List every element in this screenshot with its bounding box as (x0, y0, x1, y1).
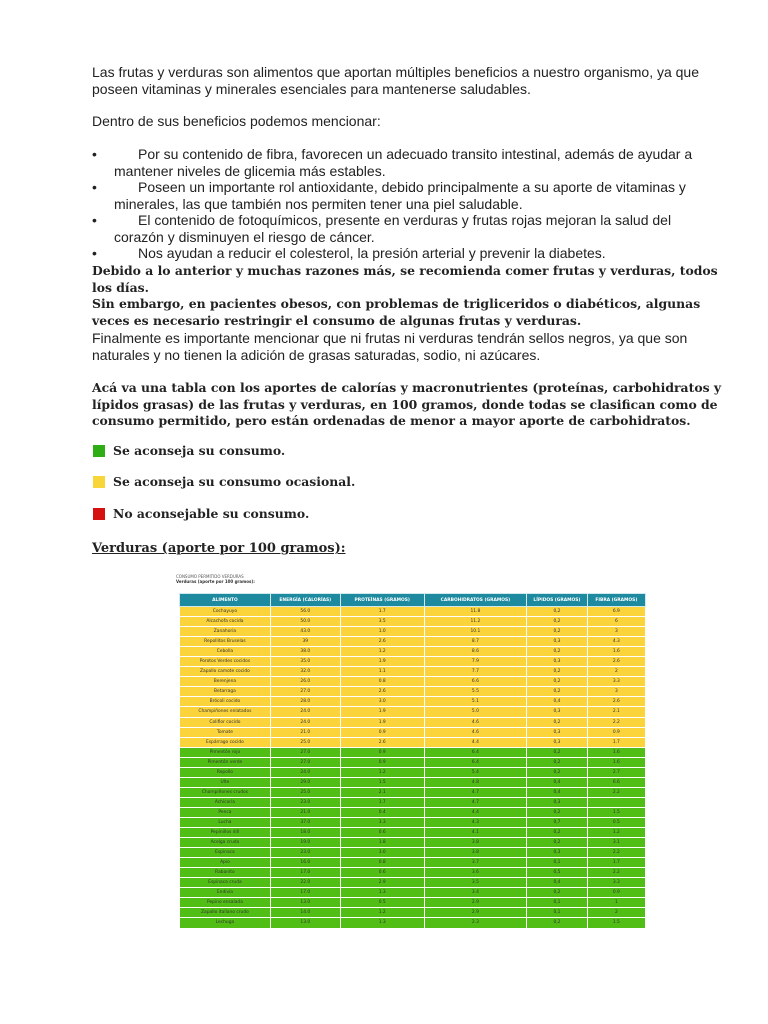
list-item: • El contenido de fotoquímicos, presente en verduras y frutas rojas mejoran la salud del corazón y disminuyen el riesgo de cáncer. (92, 212, 672, 245)
value-cell: 21.0 (270, 807, 340, 817)
table-row (180, 707, 646, 717)
value-cell: 1.9 (340, 717, 424, 727)
value-cell: 4.6 (424, 717, 527, 727)
food-name-cell: Pimentón verde (180, 757, 271, 767)
food-name-cell: Penca (180, 807, 271, 817)
value-cell: 0.5 (340, 898, 424, 908)
value-cell: 10.1 (424, 627, 527, 637)
value-cell: 0.5 (587, 817, 645, 827)
value-cell: 4.3 (587, 637, 645, 647)
value-cell: 39 (270, 637, 340, 647)
value-cell: 6.6 (424, 677, 527, 687)
value-cell: 27.0 (270, 687, 340, 697)
value-cell: 0,5 (527, 868, 588, 878)
table-row (180, 828, 646, 838)
table-row (180, 918, 646, 928)
value-cell: 5.4 (424, 767, 527, 777)
value-cell: 3.3 (340, 817, 424, 827)
value-cell: 0,4 (527, 777, 588, 787)
value-cell: 0,3 (527, 637, 588, 647)
value-cell: 5.1 (424, 697, 527, 707)
value-cell: 43.0 (270, 627, 340, 637)
bullet-icon: • (92, 212, 97, 228)
value-cell: 1.7 (340, 797, 424, 807)
value-cell: 0.9 (340, 747, 424, 757)
value-cell: 3.5 (340, 617, 424, 627)
value-cell: 4.6 (424, 727, 527, 737)
value-cell: 2.1 (340, 787, 424, 797)
table-row (180, 737, 646, 747)
value-cell: 4.4 (424, 737, 527, 747)
value-cell: 0,2 (527, 617, 588, 627)
legend-item-not-recommended (93, 506, 493, 521)
value-cell: 13.0 (270, 898, 340, 908)
table-row (180, 697, 646, 707)
column-header: FIBRA (GRAMOS) (587, 594, 645, 607)
value-cell: 2.6 (340, 637, 424, 647)
table-row (180, 747, 646, 757)
value-cell: 0,3 (527, 707, 588, 717)
value-cell: 0,2 (527, 687, 588, 697)
food-name-cell: Apio (180, 858, 271, 868)
value-cell: 17.0 (270, 888, 340, 898)
value-cell: 1.3 (340, 918, 424, 928)
table-row (180, 647, 646, 657)
value-cell: 4.4 (424, 807, 527, 817)
column-header: PROTEÍNAS (GRAMOS) (340, 594, 424, 607)
value-cell: 50.0 (270, 617, 340, 627)
value-cell: 4.1 (424, 828, 527, 838)
value-cell: 25.0 (270, 737, 340, 747)
value-cell: 0,4 (527, 878, 588, 888)
value-cell: 1.8 (340, 838, 424, 848)
table-row (180, 607, 646, 617)
value-cell: 1.2 (340, 647, 424, 657)
value-cell: 0,2 (527, 828, 588, 838)
value-cell: 3 (587, 687, 645, 697)
legend-label: Se aconseja su consumo ocasional. (113, 474, 356, 489)
value-cell: 1.1 (340, 667, 424, 677)
table-row (180, 878, 646, 888)
food-name-cell: Champiñones enlatados (180, 707, 271, 717)
value-cell: 0,2 (527, 747, 588, 757)
value-cell: 32.0 (270, 667, 340, 677)
food-name-cell: Cebolla (180, 647, 271, 657)
table-row (180, 888, 646, 898)
food-name-cell: Berenjena (180, 677, 271, 687)
food-name-cell: Champiñones crudos (180, 787, 271, 797)
value-cell: 1.2 (340, 908, 424, 918)
value-cell: 0.4 (340, 807, 424, 817)
food-name-cell: Espinaca (180, 848, 271, 858)
value-cell: 24.0 (270, 707, 340, 717)
value-cell: 0.8 (340, 858, 424, 868)
value-cell: 3.8 (424, 838, 527, 848)
red-square-icon (93, 508, 105, 520)
value-cell: 0.9 (340, 757, 424, 767)
table-row (180, 838, 646, 848)
value-cell: 1 (587, 898, 645, 908)
value-cell: 2.3 (424, 918, 527, 928)
value-cell: 0.6 (340, 828, 424, 838)
column-header: ALIMENTO (180, 594, 271, 607)
value-cell: 2.9 (340, 878, 424, 888)
value-cell: 2.7 (587, 767, 645, 777)
value-cell: 3.4 (424, 888, 527, 898)
restriction-text: Sin embargo, en pacientes obesos, con problemas de trigliceridos o diabéticos, algunas veces es necesario restringir el consumo de algunas frutas y verduras. (92, 296, 701, 328)
value-cell: 4.3 (424, 817, 527, 827)
value-cell: 0,7 (527, 817, 588, 827)
value-cell: 0,2 (527, 757, 588, 767)
table-row (180, 767, 646, 777)
value-cell: 3.0 (340, 848, 424, 858)
value-cell: 3.3 (587, 878, 645, 888)
value-cell: 5.5 (424, 687, 527, 697)
value-cell: 0,3 (527, 848, 588, 858)
value-cell: 38.0 (270, 647, 340, 657)
value-cell: 22.0 (270, 878, 340, 888)
value-cell: 1.5 (587, 807, 645, 817)
legend-label: Se aconseja su consumo. (113, 443, 286, 458)
value-cell: 0,2 (527, 647, 588, 657)
value-cell: 14.0 (270, 908, 340, 918)
value-cell: 0,3 (527, 737, 588, 747)
value-cell: 11.8 (424, 607, 527, 617)
value-cell: 2.6 (587, 657, 645, 667)
value-cell: 18.0 (270, 828, 340, 838)
table-row (180, 757, 646, 767)
food-name-cell: Tomate (180, 727, 271, 737)
value-cell: 3.7 (424, 858, 527, 868)
food-name-cell: Ulte (180, 777, 271, 787)
table-row (180, 807, 646, 817)
list-item: • Poseen un importante rol antioxidante, debido principalmente a su aporte de vitaminas y minerales, las que también nos permiten tener una piel saludable. (92, 179, 686, 212)
value-cell: 27.0 (270, 747, 340, 757)
value-cell: 0,2 (527, 677, 588, 687)
table-caption-line2: Verduras (aporte por 100 gramos): (176, 579, 255, 584)
section-heading: Verduras (aporte por 100 gramos): (92, 541, 346, 556)
yellow-square-icon (93, 476, 105, 488)
bullet-icon: • (92, 245, 97, 261)
food-name-cell: Pimentón rojo (180, 747, 271, 757)
list-item: • Nos ayudan a reducir el colesterol, la presión arterial y prevenir la diabetes. (92, 245, 606, 261)
value-cell: 0,2 (527, 838, 588, 848)
food-name-cell: Coliflor cocido (180, 717, 271, 727)
table-row (180, 777, 646, 787)
list-item: • Por su contenido de fibra, favorecen un adecuado transito intestinal, además de ayudar a mantener niveles de glicemia más estables. (92, 146, 693, 179)
value-cell: 0.8 (340, 677, 424, 687)
food-name-cell: Zapallo italiano crudo (180, 908, 271, 918)
table-caption (176, 574, 255, 584)
value-cell: 6.6 (587, 777, 645, 787)
value-cell: 2.2 (587, 787, 645, 797)
value-cell: 0.9 (587, 727, 645, 737)
food-name-cell: Espárrago cocido (180, 737, 271, 747)
value-cell: 3.0 (340, 697, 424, 707)
table-row (180, 627, 646, 637)
bullet-icon: • (92, 179, 97, 195)
table-row (180, 848, 646, 858)
value-cell: 0,4 (527, 787, 588, 797)
table-row (180, 908, 646, 918)
food-name-cell: Espinaca cruda (180, 878, 271, 888)
value-cell: 13.0 (270, 918, 340, 928)
food-name-cell: Zanahoria (180, 627, 271, 637)
column-header: LÍPIDOS (GRAMOS) (527, 594, 588, 607)
value-cell: 2.6 (340, 737, 424, 747)
final-note: Finalmente es importante mencionar que ni frutas ni verduras tendrán sellos negros, ya que son naturales y no tienen la adición de grasas saturadas, sodio, ni azúcares. (92, 330, 688, 363)
value-cell: 11.2 (424, 617, 527, 627)
value-cell: 0,2 (527, 888, 588, 898)
value-cell: 0,2 (527, 918, 588, 928)
recommendation-text: Debido a lo anterior y muchas razones más, se recomienda comer frutas y verduras, todos los días. (92, 263, 718, 295)
value-cell: 1.2 (340, 767, 424, 777)
table-header-row (180, 594, 646, 607)
value-cell: 0,2 (527, 767, 588, 777)
value-cell: 0,3 (527, 797, 588, 807)
table-row (180, 617, 646, 627)
value-cell: 25.0 (270, 787, 340, 797)
value-cell: 4.7 (424, 797, 527, 807)
value-cell: 0.9 (340, 727, 424, 737)
column-header: CARBOHIDRATOS (GRAMOS) (424, 594, 527, 607)
table-body (180, 607, 646, 929)
value-cell: 56.0 (270, 607, 340, 617)
bullet-icon: • (92, 146, 97, 162)
value-cell: 8.6 (424, 647, 527, 657)
food-name-cell: Pepinillos dill (180, 828, 271, 838)
food-name-cell: Endivia (180, 888, 271, 898)
value-cell: 35.0 (270, 657, 340, 667)
food-name-cell: Lechuga (180, 918, 271, 928)
value-cell: 2 (587, 667, 645, 677)
table-row (180, 727, 646, 737)
value-cell: 0.9 (587, 888, 645, 898)
value-cell: 23.0 (270, 848, 340, 858)
value-cell: 1.0 (340, 627, 424, 637)
value-cell: 2.1 (587, 707, 645, 717)
value-cell: 21.0 (270, 727, 340, 737)
value-cell: 29.0 (270, 777, 340, 787)
value-cell: 1.6 (587, 747, 645, 757)
intro-paragraph: Las frutas y verduras son alimentos que aportan múltiples beneficios a nuestro organismo, ya que poseen vitaminas y minerales esenciales para mantenerse saludables. (92, 64, 700, 97)
value-cell: 2.2 (587, 848, 645, 858)
table-row (180, 898, 646, 908)
value-cell: 3.3 (587, 677, 645, 687)
value-cell: 7.7 (424, 667, 527, 677)
value-cell: 1.9 (340, 707, 424, 717)
value-cell: 1.2 (587, 828, 645, 838)
table-row (180, 817, 646, 827)
value-cell: 4.8 (424, 777, 527, 787)
value-cell: 8.7 (424, 637, 527, 647)
value-cell: 5.0 (424, 707, 527, 717)
value-cell: 6.9 (587, 607, 645, 617)
value-cell: 1.7 (587, 858, 645, 868)
value-cell: 23.0 (270, 797, 340, 807)
value-cell: 0,2 (527, 627, 588, 637)
value-cell: 24.0 (270, 717, 340, 727)
value-cell: 1.5 (340, 777, 424, 787)
legend-item-recommended (93, 443, 493, 458)
nutrition-table (179, 593, 646, 929)
value-cell: 17.0 (270, 868, 340, 878)
benefits-list (92, 146, 722, 262)
legend-item-occasional (93, 474, 493, 489)
value-cell: 2 (587, 908, 645, 918)
value-cell: 3.5 (424, 878, 527, 888)
value-cell: 3 (587, 627, 645, 637)
value-cell: 2.2 (587, 717, 645, 727)
value-cell: 0,2 (527, 717, 588, 727)
table-row (180, 868, 646, 878)
value-cell: 6.4 (424, 757, 527, 767)
column-header: ENERGÍA (CALORÍAS) (270, 594, 340, 607)
table-row (180, 677, 646, 687)
table-row (180, 657, 646, 667)
value-cell: 7.9 (424, 657, 527, 667)
value-cell: 2.9 (424, 908, 527, 918)
value-cell: 1.3 (340, 888, 424, 898)
legend-label: No aconsejable su consumo. (113, 506, 310, 521)
value-cell: 26.0 (270, 677, 340, 687)
value-cell: 1.6 (587, 647, 645, 657)
value-cell: 2.2 (587, 868, 645, 878)
value-cell: 6.4 (424, 747, 527, 757)
table-caption-line1: CONSUMO PERMITIDO VERDURAS (176, 574, 244, 579)
value-cell: 27.0 (270, 757, 340, 767)
value-cell: 0.6 (340, 868, 424, 878)
value-cell: 6 (587, 617, 645, 627)
value-cell: 0,1 (527, 908, 588, 918)
value-cell: 0,2 (527, 807, 588, 817)
food-name-cell: Brócoli cocido (180, 697, 271, 707)
value-cell: 0,4 (527, 697, 588, 707)
food-name-cell: Rabanito (180, 868, 271, 878)
value-cell: 1.9 (340, 657, 424, 667)
green-square-icon (93, 445, 105, 457)
food-name-cell: Alcachofa cocida (180, 617, 271, 627)
food-name-cell: Zapallo camote cocido (180, 667, 271, 677)
value-cell: 2.6 (340, 687, 424, 697)
food-name-cell: Pepino ensalada (180, 898, 271, 908)
food-name-cell: Repollo (180, 767, 271, 777)
value-cell: 2.9 (424, 898, 527, 908)
food-name-cell: Repollitos Bruselas (180, 637, 271, 647)
value-cell: 0,2 (527, 667, 588, 677)
food-name-cell: Acelga cruda (180, 838, 271, 848)
food-name-cell: Porotos Verdes cocidos (180, 657, 271, 667)
table-row (180, 787, 646, 797)
table-row (180, 797, 646, 807)
value-cell (587, 797, 645, 807)
value-cell: 2.6 (587, 697, 645, 707)
benefits-intro: Dentro de sus beneficios podemos mencionar: (92, 113, 381, 129)
food-name-cell: Lucha (180, 817, 271, 827)
value-cell: 0,2 (527, 607, 588, 617)
value-cell: 1.6 (587, 757, 645, 767)
table-row (180, 717, 646, 727)
value-cell: 28.0 (270, 697, 340, 707)
value-cell: 24.0 (270, 767, 340, 777)
value-cell: 0,3 (527, 727, 588, 737)
value-cell: 19.0 (270, 838, 340, 848)
value-cell: 3.8 (424, 848, 527, 858)
value-cell: 16.0 (270, 858, 340, 868)
value-cell: 0,3 (527, 657, 588, 667)
value-cell: 1.7 (587, 737, 645, 747)
food-name-cell: Cochayuyo (180, 607, 271, 617)
table-row (180, 637, 646, 647)
value-cell: 1.7 (340, 607, 424, 617)
food-name-cell: Achicoria (180, 797, 271, 807)
food-name-cell: Betarraga (180, 687, 271, 697)
value-cell: 0,1 (527, 898, 588, 908)
table-row (180, 667, 646, 677)
value-cell: 3.6 (424, 868, 527, 878)
value-cell: 0,1 (527, 858, 588, 868)
table-intro: Acá va una tabla con los aportes de calorías y macronutrientes (proteínas, carbohidratos y lípidos grasas) de las frutas y verduras, en 100 gramos, donde todas se clasifican como de consumo permitido, pero están ordenadas de menor a mayor aporte de carbohidratos. (92, 380, 722, 428)
value-cell: 4.7 (424, 787, 527, 797)
value-cell: 1.5 (587, 918, 645, 928)
value-cell: 3.1 (587, 838, 645, 848)
value-cell: 37.0 (270, 817, 340, 827)
table-row (180, 858, 646, 868)
table-row (180, 687, 646, 697)
